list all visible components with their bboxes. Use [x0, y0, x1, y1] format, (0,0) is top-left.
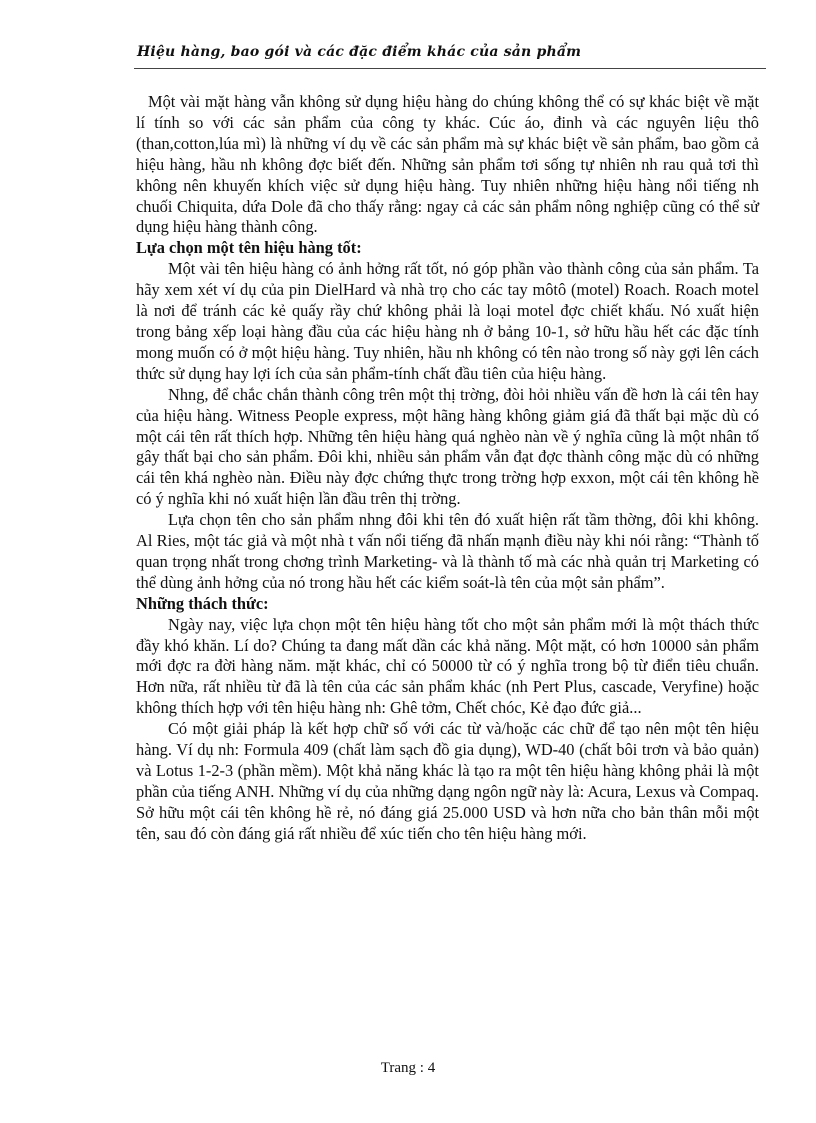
header-divider	[134, 68, 766, 69]
paragraph-intro: Một vài mặt hàng vẫn không sử dụng hiệu hàng do chúng không thể có sự khác biệt về mặt lí tính so với các sản phẩm của công ty khác. Cúc áo, đinh và các nguyên liệu thô (than,cotton,lúa mì) là những ví dụ về các sản phẩm mà sự khác biệt về sản phẩm, bao gồm cả hiệu hàng, hầu nh không đợc biết đến. Những sản phẩm tơi sống tự nhiên nh rau quả tơi thì không nên khuyến khích việc sử dụng hiệu hàng. Tuy nhiên những hiệu hàng nổi tiếng nh chuối Chiquita, dứa Dole đã cho thấy rằng: ngay cả các sản phẩm nông nghiệp cũng có thể sử dụng hiệu hàng thành công.	[136, 92, 759, 237]
document-body	[136, 92, 759, 845]
paragraph-challenges: Ngày nay, việc lựa chọn một tên hiệu hàng tốt cho một sản phẩm mới là một thách thức đầy khó khăn. Lí do? Chúng ta đang mất dần các khả năng. Một mặt, có hơn 10000 sản phẩm mới đợc ra đời hàng năm. mặt khác, chỉ có 50000 từ có ý nghĩa trong bộ từ điển tiêu chuẩn. Hơn nữa, rất nhiều từ đã là tên của các sản phẩm khác (nh Pert Plus, cascade, Veryfine) hoặc không thích hợp với tên hiệu hàng nh: Ghê tởm, Chết chóc, Kẻ đạo đức giả...	[136, 614, 759, 718]
paragraph-solutions: Có một giải pháp là kết hợp chữ số với các từ và/hoặc các chữ để tạo nên một tên hiệu hàng. Ví dụ nh: Formula 409 (chất làm sạch đồ gia dụng), WD-40 (chất bôi trơn và bảo quản) và Lotus 1-2-3 (phần mềm). Một khả năng khác là tạo ra một tên hiệu hàng không phải là một phần của tiếng ANH. Những ví dụ của những dạng ngôn ngữ này là: Acura, Lexus và Compaq. Sở hữu một cái tên không hề rẻ, nó đáng giá 25.000 USD và hơn nữa cho bản thân mỗi một tên, sau đó còn đáng giá rất nhiều để xúc tiến cho tên hiệu hàng mới.	[136, 719, 759, 843]
section-heading-challenges: Những thách thức:	[136, 593, 269, 613]
section-heading-choosing-name: Lựa chọn một tên hiệu hàng tốt:	[136, 238, 362, 258]
paragraph-good-names: Một vài tên hiệu hàng có ảnh hởng rất tốt, nó góp phần vào thành công của sản phẩm. Ta hãy xem xét ví dụ của pin DielHard và nhà trọ cho các tay môtô (motel) Roach. Roach motel là nơi để tránh các kẻ quấy rầy chứ không phải là loại motel đợc chiết khấu. Nó xuất hiện trong bảng xếp loại hàng đầu của các hiệu hàng nh ở bảng 10-1, sở hữu hầu hết các đặc tính mong muốn có ở một hiệu hàng. Tuy nhiên, hầu nh không có tên nào trong số này gợi lên cách thức sử dụng hay lợi ích của sản phẩm-tính chất đầu tiên của hiệu hàng.	[136, 259, 759, 383]
paragraph-al-ries-quote: Lựa chọn tên cho sản phẩm nhng đôi khi tên đó xuất hiện rất tầm thờng, đôi khi không. Al Ries, một tác giả và một nhà t vấn nổi tiếng đã nhấn mạnh điều này khi nói rằng: “Thành tố quan trọng nhất trong chơng trình Marketing- và là thành tố mà các nhà quản trị Marketing có thể dùng ảnh hởng của nó trong hầu hết các kiểm soát-là tên của một sản phẩm”.	[136, 510, 759, 592]
running-header: Hiệu hàng, bao gói và các đặc điểm khác của sản phẩm	[137, 44, 582, 60]
page-number: Trang : 4	[380, 1060, 436, 1076]
paragraph-success-factors: Nhng, để chắc chắn thành công trên một thị trờng, đòi hỏi nhiều vấn đề hơn là cái tên hay của hiệu hàng. Witness People express, một hãng hàng không giảm giá đã thất bại mặc dù có một cái tên rất thích hợp. Những tên hiệu hàng quá nghèo nàn về ý nghĩa cũng là một nhân tố gây thất bại cho sản phẩm. Đôi khi, nhiều sản phẩm vẫn đạt đợc thành công mặc dù có những cái tên khá nghèo nàn. Điều này đợc chứng thực trong trờng hợp exxon, một cái tên không hề có ý nghĩa khi nó xuất hiện lần đầu trên thị trờng.	[136, 384, 759, 509]
